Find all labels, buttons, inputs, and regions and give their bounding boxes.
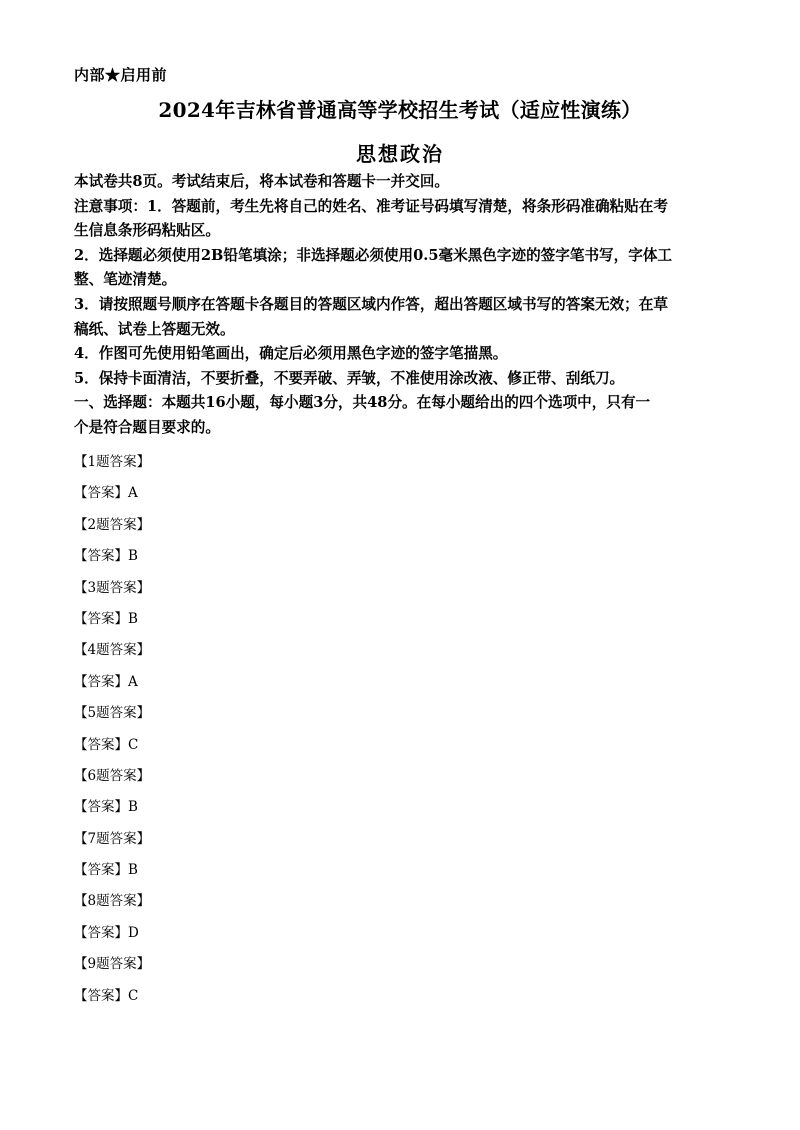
subject-title: 思想政治 bbox=[356, 142, 444, 166]
question-label: 【3题答案】 bbox=[74, 579, 151, 596]
question-label: 【1题答案】 bbox=[74, 454, 151, 470]
instruction-line: 整、笔迹清楚。 bbox=[74, 271, 177, 289]
section-heading-line: 一、选择题：本题共16小题，每小题3分，共48分。在每小题给出的四个选项中，只有一 bbox=[74, 394, 651, 412]
instruction-line: 5．保持卡面清洁，不要折叠，不要弄破、弄皱，不准使用涂改液、修正带、刮纸刀。 bbox=[74, 369, 625, 387]
answer-value: 【答案】B bbox=[74, 799, 138, 816]
question-label: 【8题答案】 bbox=[74, 893, 151, 910]
instruction-line: 2．选择题必须使用2B铅笔填涂；非选择题必须使用0.5毫米黑色字迹的签字笔书写，字体工 bbox=[74, 246, 673, 264]
answer-value: 【答案】B bbox=[74, 610, 138, 627]
question-label: 【6题答案】 bbox=[74, 767, 151, 784]
exam-title: 2024年吉林省普通高等学校招生考试（适应性演练） bbox=[158, 98, 642, 122]
question-label: 【2题答案】 bbox=[74, 516, 151, 533]
answer-value: 【答案】C bbox=[74, 736, 139, 753]
instruction-line: 稿纸、试卷上答题无效。 bbox=[74, 320, 235, 338]
answer-value: 【答案】A bbox=[74, 673, 138, 690]
instructions-block bbox=[74, 170, 732, 441]
instruction-line: 4．作图可先使用铅笔画出，确定后必须用黑色字迹的签字笔描黑。 bbox=[74, 345, 508, 363]
instruction-line: 3．请按照题号顺序在答题卡各题目的答题区域内作答，超出答题区域书写的答案无效；在草 bbox=[74, 295, 668, 313]
confidential-label: 内部★启用前 bbox=[74, 66, 168, 84]
instruction-line: 本试卷共8页。考试结束后，将本试卷和答题卡一并交回。 bbox=[74, 173, 450, 190]
answer-value: 【答案】A bbox=[74, 485, 138, 502]
instruction-line: 生信息条形码粘贴区。 bbox=[74, 222, 220, 240]
answer-value: 【答案】B bbox=[74, 548, 138, 565]
answer-value: 【答案】B bbox=[74, 862, 138, 879]
instruction-line: 注意事项：1．答题前，考生先将自己的姓名、准考证号码填写清楚，将条形码准确粘贴在考 bbox=[74, 197, 668, 215]
answer-value: 【答案】C bbox=[74, 987, 139, 1004]
answers-list bbox=[74, 447, 474, 1012]
question-label: 【4题答案】 bbox=[74, 642, 151, 659]
question-label: 【9题答案】 bbox=[74, 956, 151, 973]
section-heading-line: 个是符合题目要求的。 bbox=[74, 418, 220, 436]
answer-value: 【答案】D bbox=[74, 924, 139, 941]
question-label: 【7题答案】 bbox=[74, 830, 151, 847]
question-label: 【5题答案】 bbox=[74, 705, 151, 722]
